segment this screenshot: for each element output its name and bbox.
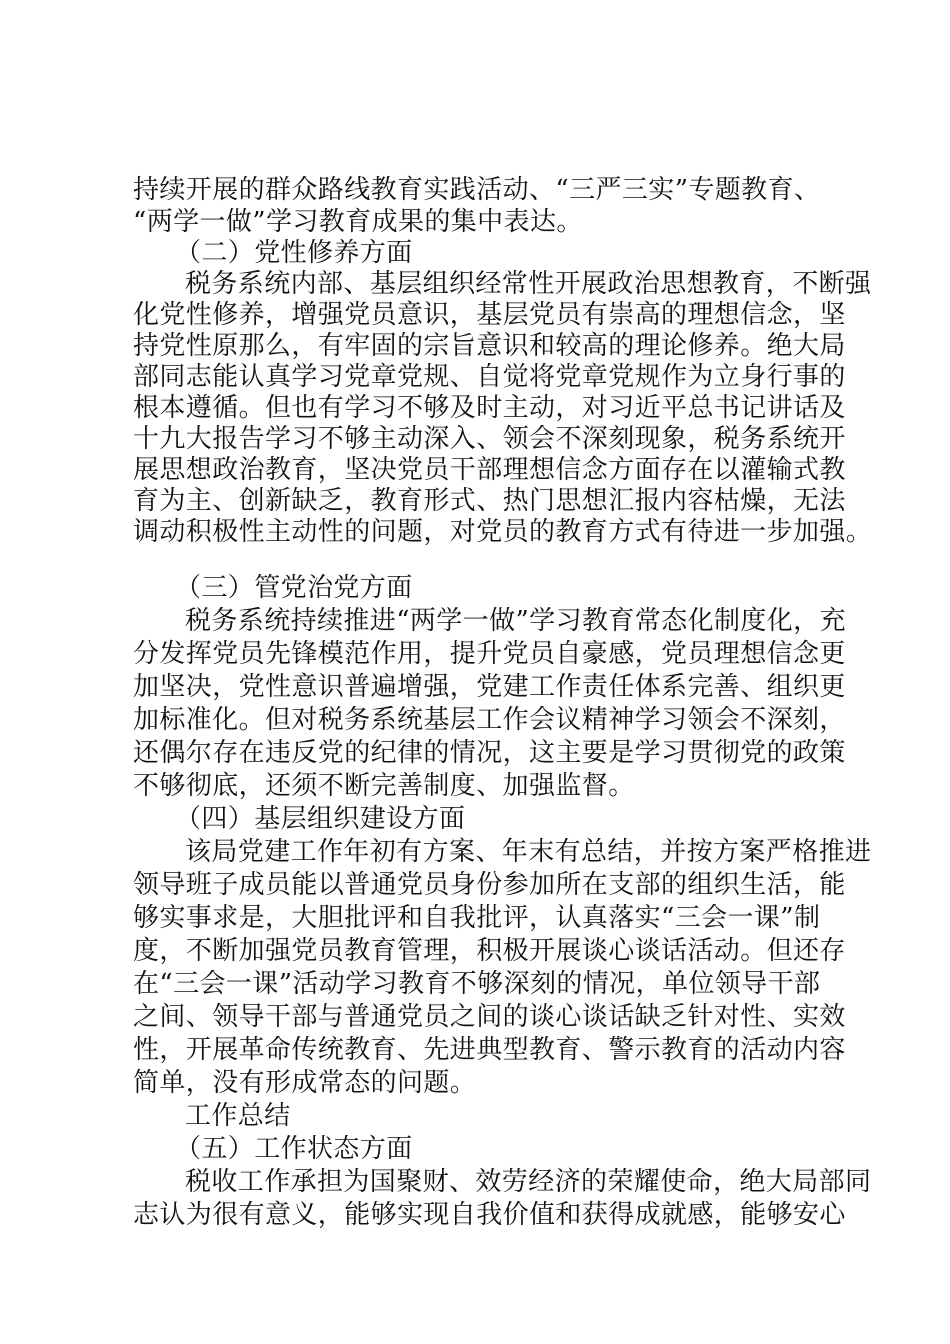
text-line: 加坚决，党性意识普遍增强，党建工作责任体系完善、组织更 bbox=[133, 672, 846, 702]
text-line: 税务系统内部、基层组织经常性开展政治思想教育，不断强 bbox=[185, 269, 872, 299]
text-line: 化党性修养，增强党员意识，基层党员有崇高的理想信念，坚 bbox=[133, 300, 846, 330]
text-line: 还偶尔存在违反党的纪律的情况，这主要是学习贯彻党的政策 bbox=[133, 738, 846, 768]
text-line: 分发挥党员先锋模范作用，提升党员自豪感，党员理想信念更 bbox=[133, 639, 846, 669]
text-line: 志认为很有意义，能够实现自我价值和获得成就感，能够安心 bbox=[133, 1200, 846, 1230]
text-line: 育为主、创新缺乏，教育形式、热门思想汇报内容枯燥，无法 bbox=[133, 486, 846, 516]
text-line: 在“三会一课”活动学习教育不够深刻的情况，单位领导干部 bbox=[133, 969, 821, 999]
text-line: 性，开展革命传统教育、先进典型教育、警示教育的活动内容 bbox=[133, 1035, 846, 1065]
text-line: 调动积极性主动性的问题，对党员的教育方式有待进一步加强。 bbox=[133, 517, 873, 547]
text-line: 简单，没有形成常态的问题。 bbox=[133, 1068, 477, 1098]
section-heading-2: （二）党性修养方面 bbox=[175, 238, 413, 268]
text-line: 度，不断加强党员教育管理，积极开展谈心谈话活动。但还存 bbox=[133, 936, 846, 966]
text-line: 根本遵循。但也有学习不够及时主动，对习近平总书记讲话及 bbox=[133, 393, 846, 423]
section-heading-5: （五）工作状态方面 bbox=[175, 1134, 413, 1164]
text-line: “两学一做”学习教育成果的集中表达。 bbox=[133, 207, 583, 237]
section-heading-4: （四）基层组织建设方面 bbox=[175, 804, 466, 834]
text-line: 加标准化。但对税务系统基层工作会议精神学习领会不深刻， bbox=[133, 705, 846, 735]
text-line: 之间、领导干部与普通党员之间的谈心谈话缺乏针对性、实效 bbox=[133, 1002, 846, 1032]
text-line: 税务系统持续推进“两学一做”学习教育常态化制度化，充 bbox=[185, 606, 846, 636]
text-line: 领导班子成员能以普通党员身份参加所在支部的组织生活，能 bbox=[133, 870, 846, 900]
text-line: 十九大报告学习不够主动深入、领会不深刻现象，税务系统开 bbox=[133, 424, 846, 454]
text-line: 不够彻底，还须不断完善制度、加强监督。 bbox=[133, 771, 635, 801]
text-line: 展思想政治教育，坚决党员干部理想信念方面存在以灌输式教 bbox=[133, 455, 846, 485]
section-heading-3: （三）管党治党方面 bbox=[175, 573, 413, 603]
text-line: 税收工作承担为国聚财、效劳经济的荣耀使命，绝大局部同 bbox=[185, 1167, 872, 1197]
summary-heading: 工作总结 bbox=[185, 1101, 291, 1131]
text-line: 持续开展的群众路线教育实践活动、“三严三实”专题教育、 bbox=[133, 175, 821, 205]
text-line: 部同志能认真学习党章党规、自觉将党章党规作为立身行事的 bbox=[133, 362, 846, 392]
text-line: 够实事求是，大胆批评和自我批评，认真落实“三会一课”制 bbox=[133, 903, 821, 933]
text-line: 持党性原那么，有牢固的宗旨意识和较高的理论修养。绝大局 bbox=[133, 331, 846, 361]
text-line: 该局党建工作年初有方案、年末有总结，并按方案严格推进 bbox=[185, 837, 872, 867]
